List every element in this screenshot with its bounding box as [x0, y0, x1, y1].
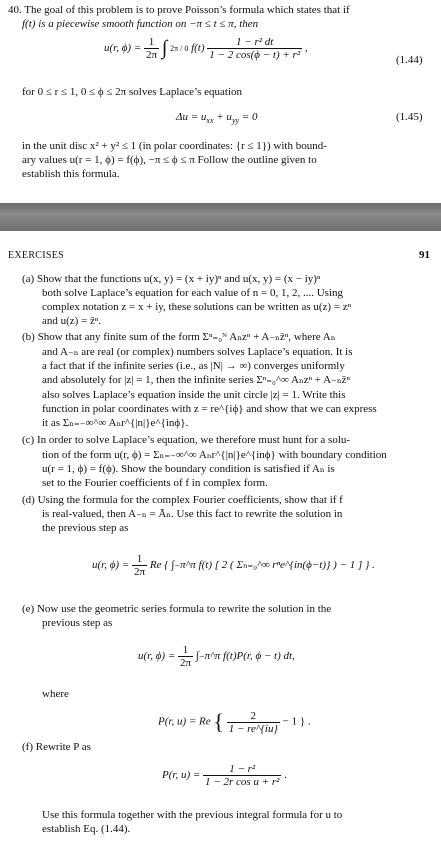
item-b-line-2: and A₋ₙ are real (or complex) numbers solves Laplace’s equation. It is — [42, 346, 353, 358]
eq145-part2: + u — [213, 111, 232, 123]
item-c-line-3: u(r = 1, ϕ) = f(ϕ). Show the boundary condition is satisfied if Aₙ is — [42, 463, 335, 475]
equation-p: P(r, u) = Re { $\frac{2}{1 - re\^{}\{iu\}}$ − 1 } . — [158, 709, 311, 735]
equation-f — [162, 763, 287, 788]
item-b-line-5: also solves Laplace’s equation inside the unit circle |z| = 1. Write this — [42, 389, 346, 401]
eq-p-fraction — [227, 710, 280, 735]
eq145-sub2: yy — [231, 116, 240, 126]
item-b-line-7: it as Σₙ₌₋∞^∞ Aₙr^{|n|}e^{inϕ}. — [42, 417, 189, 429]
item-b-line-3: a fact that if the infinite series (i.e., as |N| → ∞) converges uniformly — [42, 360, 345, 372]
eq145-sub1: xx — [206, 116, 214, 126]
eq-f-lhs: P(r, u) = — [162, 769, 201, 782]
eq-d-coef-den: 2π — [134, 566, 146, 578]
eq-e-coefficient — [178, 644, 193, 669]
eq-p-den: 1 − re^{iu} — [228, 722, 278, 735]
item-c-line-1: (c) In order to solve Laplace’s equation, we therefore must hunt for a solu- — [22, 434, 351, 446]
equation-e — [138, 644, 295, 669]
item-d-line-1: (d) Using the formula for the complex Fourier coefficients, show that if f — [22, 494, 343, 506]
eq144-number: (1.44) — [396, 54, 423, 66]
eq-f-fraction — [203, 763, 281, 788]
item-a-line-1: (a) Show that the functions u(x, y) = (x + iy)ⁿ and u(x, y) = (x − iy)ⁿ — [22, 273, 321, 285]
eq145-part3: = 0 — [239, 111, 258, 123]
eq-e-lhs: u(r, ϕ) = — [138, 650, 176, 663]
eq-p-lhs: P(r, u) = Re — [158, 715, 211, 728]
eq145-number: (1.45) — [396, 111, 423, 123]
problem-40-line-3: for 0 ≤ r ≤ 1, 0 ≤ ϕ ≤ 2π solves Laplace’s equation — [22, 86, 242, 98]
item-e-line-2: previous step as — [42, 617, 113, 629]
eq-f-den: 1 − 2r cos u + r² — [205, 776, 280, 788]
item-a-line-3: complex notation z = x + iy, these solutions can be written as u(z) = zⁿ — [42, 301, 352, 313]
eq144-coefficient — [144, 36, 159, 61]
eq-d-coef-num: 1 — [132, 553, 147, 566]
problem-40-line-1: 40. The goal of this problem is to prove Poisson’s formula which states that if — [8, 4, 350, 16]
eq145-part1: Δu = u — [176, 111, 207, 123]
eq144-kernel — [207, 36, 302, 61]
eq144-num: 1 − r² dt — [207, 36, 302, 49]
eq-e-coef-num: 1 — [178, 644, 193, 657]
eq144-coef-num: 1 — [144, 36, 159, 49]
item-a-line-2: both solve Laplace’s equation for each value of n = 0, 1, 2, .... Using — [42, 287, 343, 299]
problem-40-line-5: ary values u(r = 1, ϕ) = f(ϕ), −π ≤ ϕ ≤ π Follow the outline given to — [22, 154, 317, 166]
eq144-tail: , — [304, 42, 308, 55]
running-header-left: EXERCISES — [8, 250, 65, 261]
item-d-line-3: the previous step as — [42, 522, 129, 534]
eq-e-coef-den: 2π — [180, 657, 192, 669]
equation-1-44 — [104, 36, 308, 61]
problem-40-section — [0, 0, 441, 203]
eq144-limits: 2π / 0 — [170, 44, 189, 53]
eq144-f: f(t) — [191, 42, 205, 55]
exercises-page — [0, 231, 441, 851]
eq-d-coefficient — [132, 553, 147, 578]
item-c-line-2: tion of the form u(r, ϕ) = Σₙ₌₋∞^∞ Aₙr^{|n|}e^{inϕ} with boundary condition — [42, 449, 387, 461]
eq-d-body: Re { ∫₋π^π f(t) [ 2 ( Σₙ₌₀^∞ rⁿe^{in(ϕ−t)} ) − 1 ] } . — [149, 559, 375, 572]
eq-d-lhs: u(r, ϕ) = — [92, 559, 130, 572]
eq144-integral-sign: ∫ — [161, 37, 168, 59]
problem-40-line-6: establish this formula. — [22, 168, 120, 180]
where-label: where — [42, 688, 69, 700]
eq-p-num: 2 — [227, 710, 280, 723]
item-b-line-1: (b) Show that any finite sum of the form Σⁿ₌₀ᴺ Aₙzⁿ + A₋ₙz̄ⁿ, where Aₙ — [22, 331, 336, 343]
eq-e-body: ∫₋π^π f(t)P(r, ϕ − t) dt, — [195, 650, 295, 663]
item-d-line-2: is real-valued, then A₋ₙ = Āₙ. Use this fact to rewrite the solution in — [42, 508, 343, 520]
eq-f-tail: . — [284, 769, 287, 782]
equation-1-45 — [176, 111, 257, 125]
item-f-closing-1: Use this formula together with the previous integral formula for u to — [42, 809, 343, 821]
eq-f-num: 1 − r² — [203, 763, 281, 776]
item-b-line-4: and absolutely for |z| = 1, then the infinite series Σⁿ₌₀^∞ Aₙzⁿ + A₋ₙz̄ⁿ — [42, 374, 351, 386]
page-break-divider — [0, 203, 441, 231]
problem-40-line-4: in the unit disc x² + y² ≤ 1 (in polar coordinates: {r ≤ 1}) with bound- — [22, 140, 327, 152]
item-e-line-1: (e) Now use the geometric series formula to rewrite the solution in the — [22, 603, 332, 615]
equation-d — [92, 553, 375, 578]
eq144-coef-den: 2π — [146, 49, 158, 61]
item-f-line-1: (f) Rewrite P as — [22, 741, 91, 753]
page-number: 91 — [419, 249, 430, 261]
item-c-line-4: set to the Fourier coefficients of f in complex form. — [42, 477, 268, 489]
eq144-den: 1 − 2 cos(ϕ − t) + r² — [209, 49, 301, 61]
item-b-line-6: function in polar coordinates with z = re^{iϕ} and show that we can express — [42, 403, 377, 415]
item-a-line-4: and u(z) = z̄ⁿ. — [42, 315, 102, 327]
eq-p-tail: − 1 } . — [282, 715, 311, 728]
problem-40-line-2: f(t) is a piecewise smooth function on −π ≤ t ≤ π, then — [22, 18, 259, 30]
item-f-closing-2: establish Eq. (1.44). — [42, 823, 131, 835]
eq144-lhs: u(r, ϕ) = — [104, 42, 142, 55]
